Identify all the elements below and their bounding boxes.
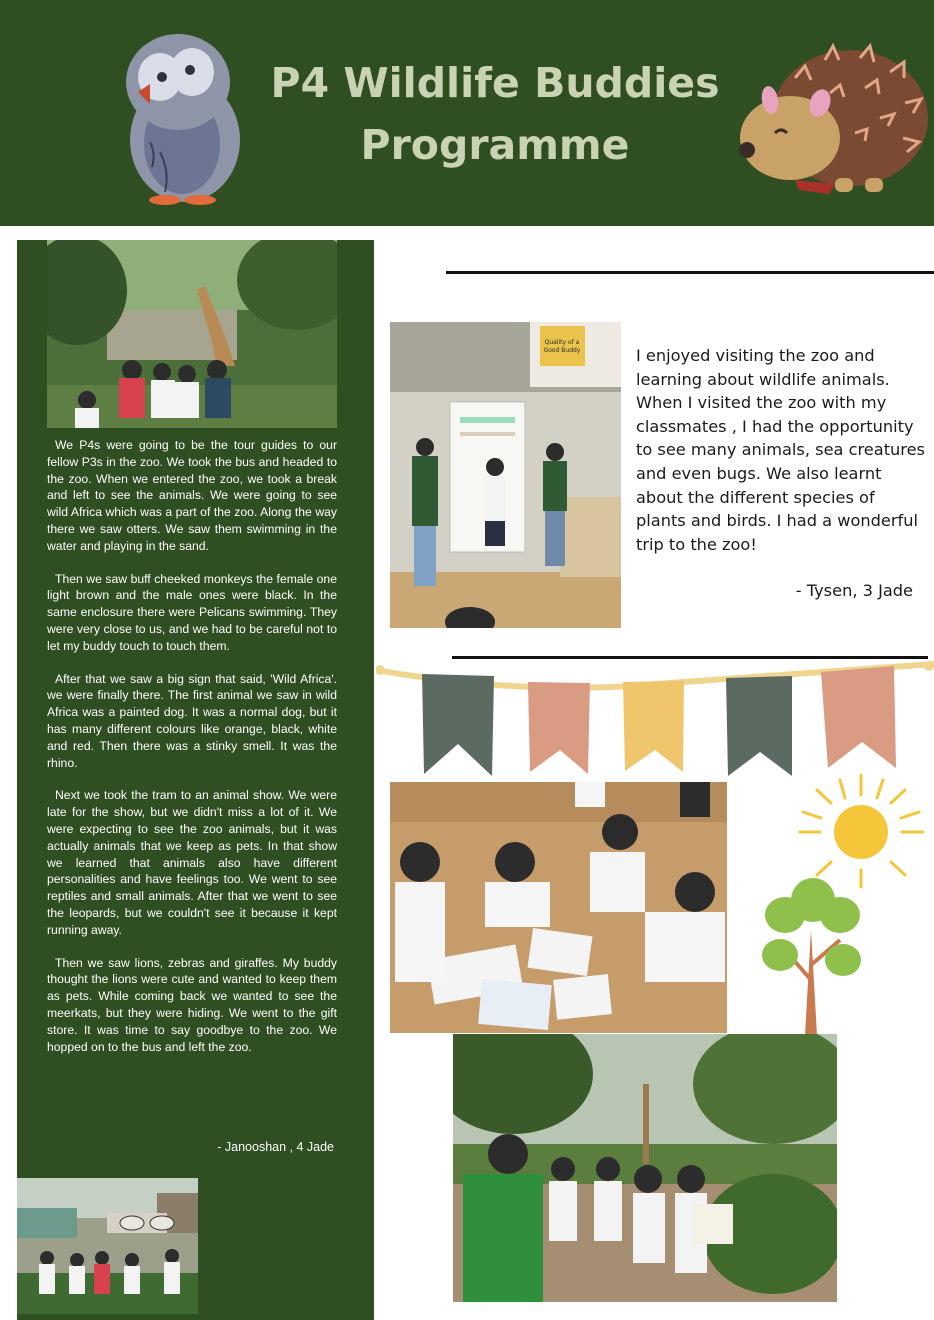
classroom-poster-photo [390,322,621,628]
left-story-column [17,240,374,1320]
giraffe-photo [47,240,337,428]
story-paragraph: We P4s were going to be the tour guides to our fellow P3s in the zoo. We took the bus and headed to the zoo. When we entered the zoo, we took a break and left to see the animals. We were going to see wild Africa which was a part of the zoo. Along the way there we saw otters. We saw them swimming in the water and playing in the sand. [47,438,337,553]
buddy-quote: I enjoyed visiting the zoo and learning about wildlife animals. When I visited the zoo with my classmates , I had the opportunity to see many animals, sea creatures and even bugs. We also learnt about the different species of plants and birds. I had a wonderful trip to the zoo! [636,346,925,554]
title-line-1: P4 Wildlife Buddies [270,59,720,107]
story-paragraph: After that we saw a big sign that said, 'Wild Africa'. we were finally there. The first animal we saw in wild Africa was a painted dog. It was a normal dog, but it has many different colours like orange, black, white and red. Then there was a stinky smell. It was the rhino. [47,671,337,770]
worksheet-activity-photo [390,782,727,1033]
title-line-2: Programme [360,121,630,169]
tree-icon [755,870,865,1035]
header-banner [0,0,934,226]
story-signature: - Janooshan , 4 Jade [217,1140,334,1154]
zebra-enclosure-photo [17,1178,198,1314]
story-paragraph: Then we saw buff cheeked monkeys the female one light brown and the male ones were black. In the same enclosure there were Pelicans swimming. They were very close to us, and we had to be careful not to let my buddy touch to touch them. [47,571,337,653]
hedgehog-illustration [735,38,930,198]
story-paragraph: Next we took the tram to an animal show. We were late for the show, but we didn't miss a lot of it. We were expecting to see the zoo animals, but it was actually animals that we keep as pets. In that show we learned that animals also have different personalities and have feelings too. We went to see reptiles and small animals. After that we went to see the leopards, but we couldn't see it because it kept running away. [47,788,337,937]
zoo-tour-photo [453,1034,837,1302]
story-text [47,437,337,1071]
poster-label: Quality of a [544,339,580,346]
quote-signature: - Tysen, 3 Jade [795,581,913,600]
divider-top [446,271,934,274]
page-title [230,52,760,176]
svg-text:Good Buddy: Good Buddy [543,347,581,354]
bunting-decoration [376,656,934,786]
story-paragraph: Then we saw lions, zebras and giraffes. My buddy thought the lions were cute and wanted to keep them as pets. While coming back we wanted to see the meerkats, but they were hiding. We went to the gift store. It was time to say goodbye to the zoo. We hopped on to the bus and left the zoo. [47,955,337,1054]
